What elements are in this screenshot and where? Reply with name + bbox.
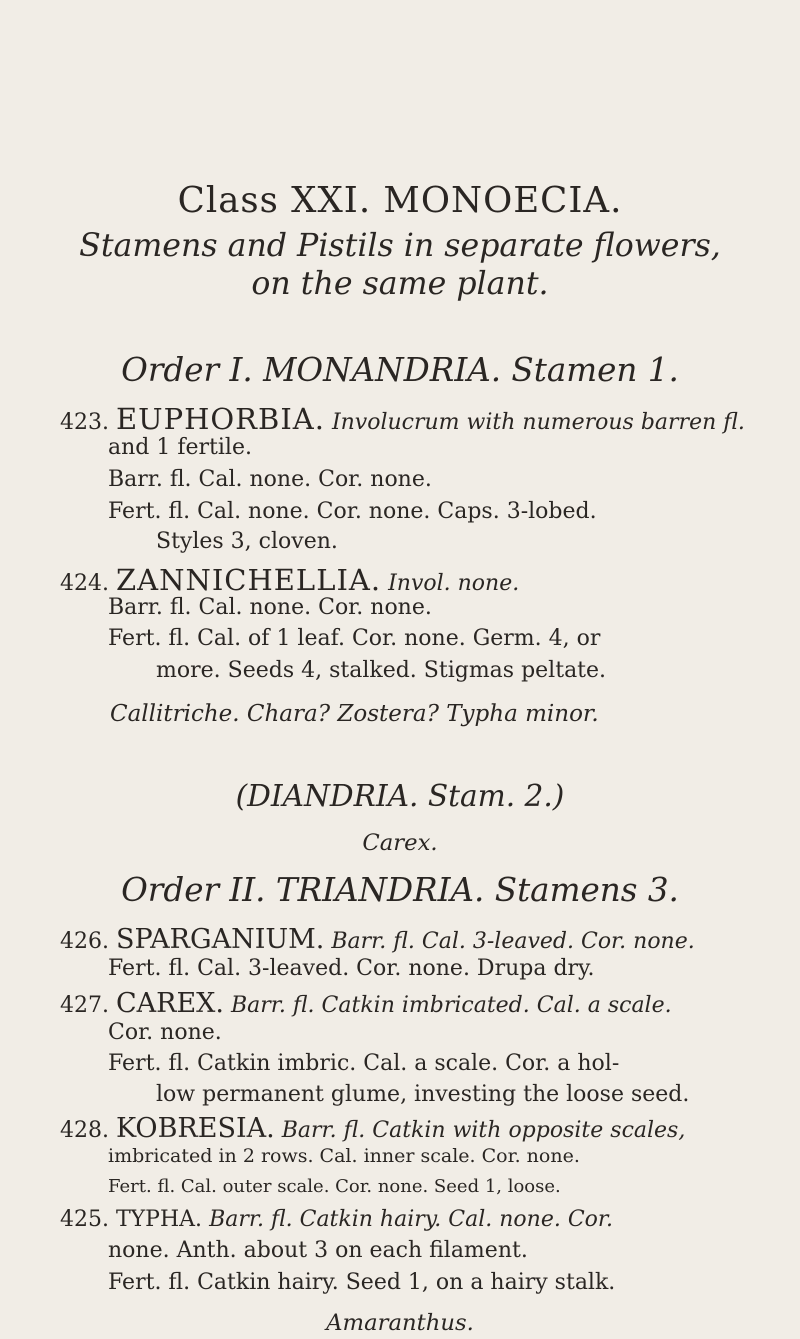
- entry-description: Barr. fl. Catkin hairy. Cal. none. Cor.: [209, 1207, 613, 1232]
- entry-423-styles: Styles 3, cloven.: [156, 529, 338, 554]
- order-1-heading: Order I. MONANDRIA. Stamen 1.: [121, 351, 679, 389]
- entry-number: 427.: [60, 993, 109, 1018]
- genus-name: TYPHA.: [115, 1207, 203, 1232]
- entry-number: 424.: [60, 571, 109, 596]
- entry-426-fertile: Fert. fl. Cal. 3-leaved. Cor. none. Drupa dry.: [108, 956, 595, 981]
- entry-description: Barr. fl. Catkin imbricated. Cal. a scale.: [230, 993, 672, 1018]
- entry-425: [60, 1207, 613, 1232]
- entry-425-fertile: Fert. fl. Catkin hairy. Seed 1, on a hairy stalk.: [108, 1270, 616, 1295]
- entry-428: [60, 1113, 685, 1144]
- entry-number: 426.: [60, 929, 109, 954]
- entry-423-fertile: Fert. fl. Cal. none. Cor. none. Caps. 3-lobed.: [108, 499, 597, 524]
- entry-428-fertile: Fert. fl. Cal. outer scale. Cor. none. Seed 1, loose.: [108, 1176, 561, 1197]
- entry-426: [60, 924, 695, 955]
- entry-428-line-2: imbricated in 2 rows. Cal. inner scale. Cor. none.: [108, 1145, 580, 1167]
- entry-427-line-4: low permanent glume, investing the loose seed.: [156, 1082, 690, 1107]
- entry-427-fertile: Fert. fl. Catkin imbric. Cal. a scale. Cor. a hol-: [108, 1051, 620, 1076]
- genus-name: ZANNICHELLIA.: [115, 563, 382, 597]
- entry-427: [60, 988, 672, 1019]
- entry-423-line-2: and 1 fertile.: [108, 435, 252, 460]
- entry-number: 423.: [60, 410, 109, 435]
- entry-425-line-2: none. Anth. about 3 on each filament.: [108, 1238, 528, 1263]
- entry-description: Barr. fl. Cal. 3-leaved. Cor. none.: [331, 929, 695, 954]
- entry-description: Involucrum with numerous barren fl.: [331, 410, 745, 435]
- genus-name: CAREX.: [115, 988, 224, 1019]
- order-2-heading: Order II. TRIANDRIA. Stamens 3.: [121, 871, 679, 909]
- entry-number: 428.: [60, 1118, 109, 1143]
- class-subtitle-line-1: Stamens and Pistils in separate flowers,: [79, 228, 721, 264]
- entry-427-line-2: Cor. none.: [108, 1020, 222, 1045]
- genus-name: SPARGANIUM.: [115, 924, 325, 955]
- note-other-genera: Callitriche. Chara? Zostera? Typha minor.: [110, 701, 599, 727]
- entry-424-barren: Barr. fl. Cal. none. Cor. none.: [108, 595, 432, 620]
- note-amaranthus: Amaranthus.: [326, 1310, 474, 1336]
- entry-423: [60, 402, 745, 436]
- class-subtitle-line-2: on the same plant.: [251, 266, 549, 302]
- entry-description: Barr. fl. Catkin with opposite scales,: [281, 1118, 686, 1143]
- class-title: Class XXI. MONOECIA.: [177, 180, 623, 221]
- genus-name: EUPHORBIA.: [115, 402, 325, 436]
- diandria-heading: (DIANDRIA. Stam. 2.): [235, 779, 565, 813]
- diandria-genus: Carex.: [362, 830, 438, 856]
- entry-423-barren: Barr. fl. Cal. none. Cor. none.: [108, 467, 432, 492]
- genus-name: KOBRESIA.: [115, 1113, 275, 1144]
- entry-description: Invol. none.: [388, 571, 520, 596]
- entry-424: [60, 563, 519, 597]
- entry-424-fertile: Fert. fl. Cal. of 1 leaf. Cor. none. Germ. 4, or: [108, 626, 601, 651]
- entry-424-line-4: more. Seeds 4, stalked. Stigmas peltate.: [156, 658, 607, 683]
- entry-number: 425.: [60, 1207, 109, 1232]
